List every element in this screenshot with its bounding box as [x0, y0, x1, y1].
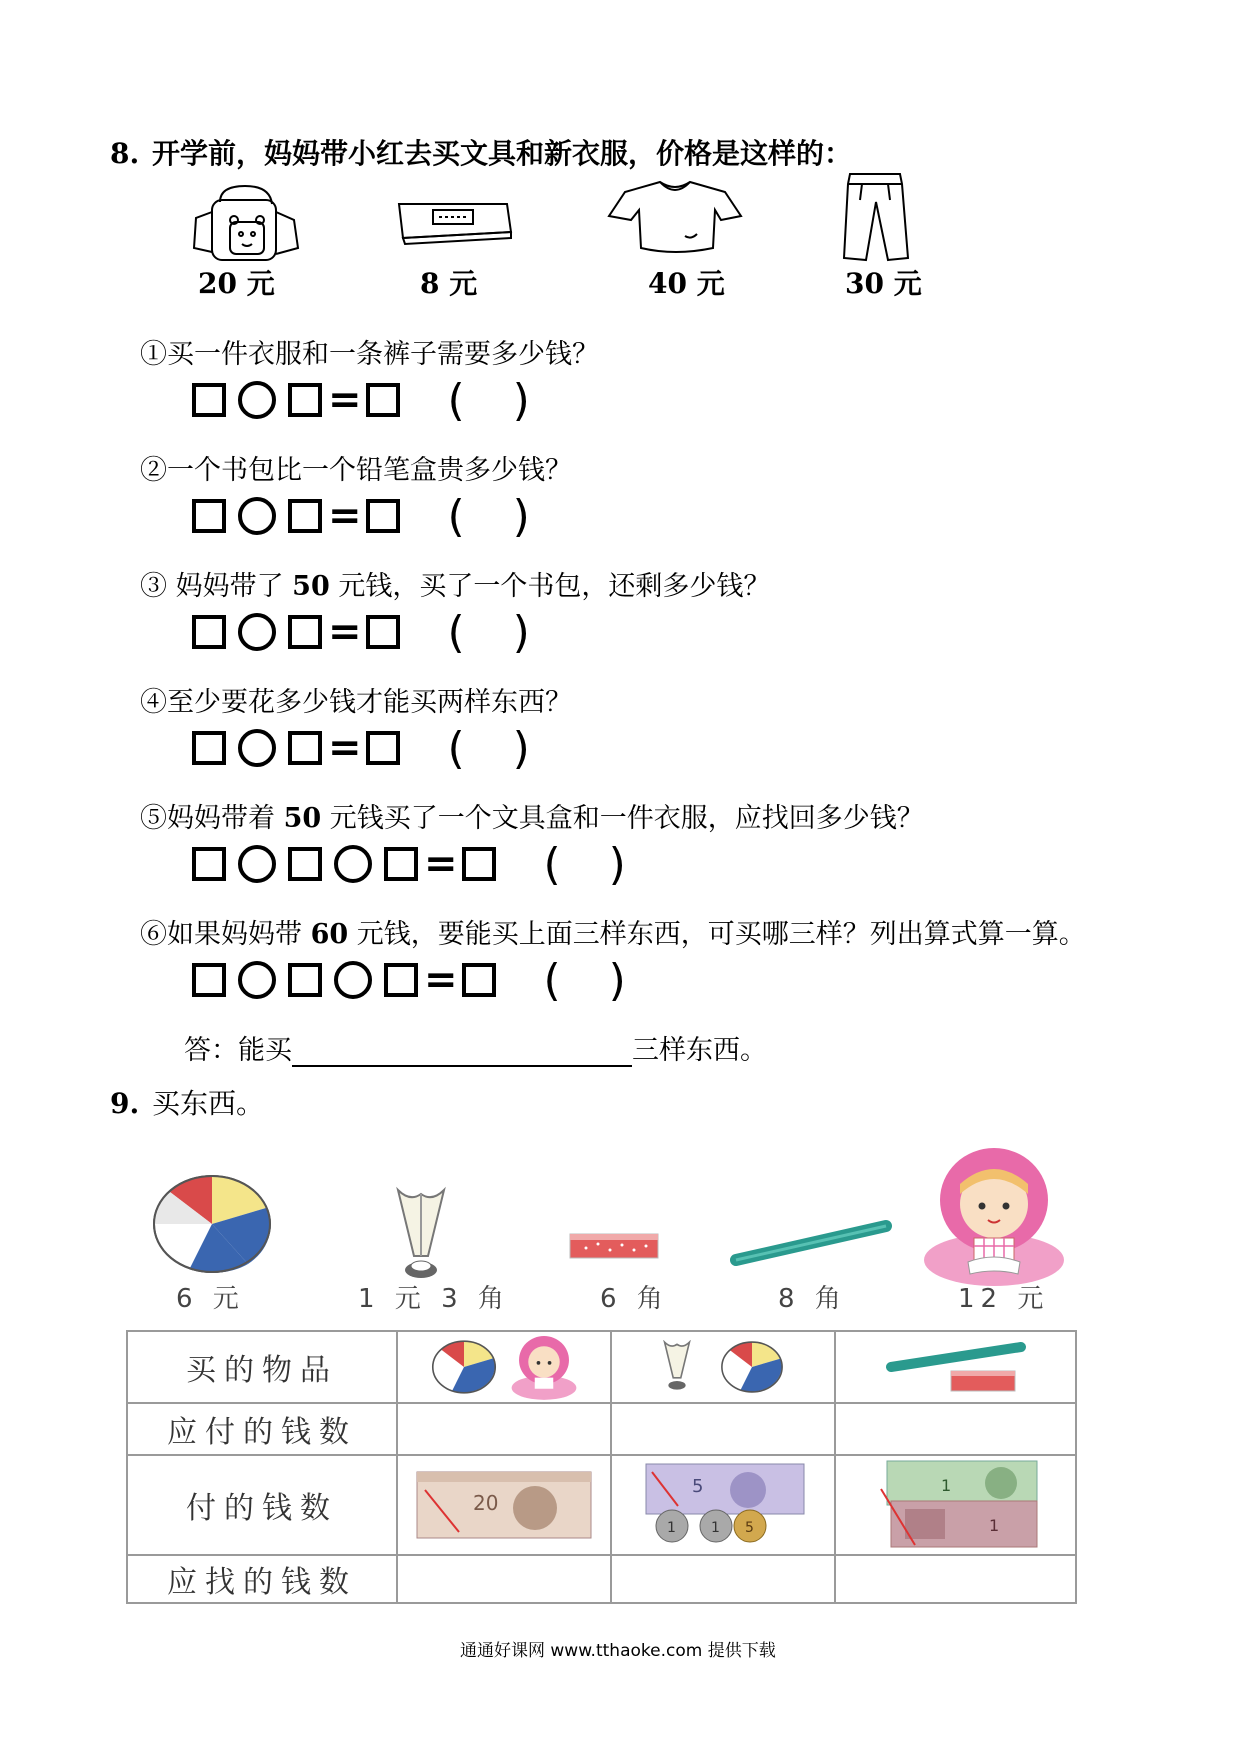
operator-circle[interactable] — [334, 845, 372, 883]
operator-circle[interactable] — [238, 497, 276, 535]
answer-box[interactable] — [288, 383, 322, 417]
equals-sign: = — [328, 377, 362, 423]
table-row — [127, 1403, 1076, 1455]
answer-box[interactable] — [384, 963, 418, 997]
table-row — [127, 1455, 1076, 1555]
price-pencil-case: 8 元 — [420, 267, 478, 300]
price-school-bag: 20 元 — [198, 267, 275, 300]
operator-circle[interactable] — [238, 729, 276, 767]
unit-parens[interactable]: () — [543, 838, 674, 890]
doll-icon — [507, 1333, 581, 1401]
equation-row-5 — [192, 838, 674, 890]
q8-sub-1: ①买一件衣服和一条裤子需要多少钱？ — [140, 339, 599, 370]
change-cell[interactable] — [835, 1555, 1076, 1603]
footer: 通通好课网 www.tthaoke.com 提供下载 — [460, 1641, 776, 1661]
paid-cell — [397, 1455, 611, 1555]
banknote-1-icon — [871, 1459, 1041, 1551]
svg-text:1: 1 — [667, 1520, 676, 1536]
row-header: 应付的钱数 — [127, 1403, 397, 1455]
pencil-case-icon — [395, 196, 515, 246]
price-doll: 12 元 — [958, 1284, 1050, 1314]
equals-sign: = — [424, 957, 458, 1003]
answer-box[interactable] — [288, 731, 322, 765]
shuttlecock-icon — [661, 1340, 693, 1394]
eraser-icon — [566, 1228, 662, 1264]
result-box[interactable] — [462, 847, 496, 881]
answer-blank[interactable] — [292, 1037, 632, 1067]
answer-box[interactable] — [192, 615, 226, 649]
answer-box[interactable] — [192, 731, 226, 765]
answer-prefix: 答：能买 — [184, 1035, 292, 1066]
price-shirt: 40 元 — [648, 267, 725, 300]
price-beach-ball: 6 元 — [176, 1284, 245, 1314]
answer-box[interactable] — [192, 963, 226, 997]
price-shuttlecock: 1 元 3 角 — [358, 1284, 510, 1314]
svg-text:20: 20 — [473, 1491, 499, 1515]
answer-box[interactable] — [384, 847, 418, 881]
q9-number: 9. — [110, 1087, 140, 1120]
unit-parens[interactable]: () — [447, 722, 578, 774]
q8-sub-6: ⑥如果妈妈带 60 元钱，要能买上面三样东西，可买哪三样？列出算式算一算。 — [140, 919, 1086, 950]
change-cell[interactable] — [397, 1555, 611, 1603]
shuttlecock-icon — [392, 1186, 450, 1286]
pencil-icon — [728, 1218, 894, 1268]
equals-sign: = — [424, 841, 458, 887]
answer-box[interactable] — [288, 499, 322, 533]
price-pants: 30 元 — [845, 267, 922, 300]
beach-ball-icon — [427, 1339, 501, 1395]
result-box[interactable] — [366, 615, 400, 649]
equation-row-6 — [192, 954, 674, 1006]
result-box[interactable] — [366, 731, 400, 765]
answer-box[interactable] — [288, 847, 322, 881]
answer-suffix: 三样东西。 — [632, 1035, 767, 1066]
answer-box[interactable] — [192, 499, 226, 533]
answer-box[interactable] — [192, 847, 226, 881]
operator-circle[interactable] — [238, 381, 276, 419]
svg-text:1: 1 — [711, 1520, 720, 1536]
answer-box[interactable] — [288, 615, 322, 649]
q8-sub-2: ②一个书包比一个铅笔盒贵多少钱？ — [140, 455, 572, 486]
pants-icon — [838, 170, 910, 262]
pencil-and-eraser-icon — [881, 1337, 1031, 1397]
table-row — [127, 1555, 1076, 1603]
bought-cell — [397, 1331, 611, 1403]
q8-title: 开学前，妈妈带小红去买文具和新衣服，价格是这样的： — [152, 137, 853, 170]
q9-title: 买东西。 — [152, 1087, 265, 1120]
paid-cell — [611, 1455, 835, 1555]
price-pencil: 8 角 — [778, 1284, 847, 1314]
q9-title-line — [110, 1082, 264, 1122]
result-box[interactable] — [462, 963, 496, 997]
q8-sub-5: ⑤妈妈带着 50 元钱买了一个文具盒和一件衣服，应找回多少钱？ — [140, 803, 924, 834]
answer-box[interactable] — [288, 963, 322, 997]
svg-text:1: 1 — [940, 1476, 951, 1495]
result-box[interactable] — [366, 383, 400, 417]
beach-ball-icon — [719, 1340, 785, 1394]
q8-answer-line — [184, 1028, 767, 1067]
q8-number: 8. — [110, 137, 140, 170]
operator-circle[interactable] — [334, 961, 372, 999]
unit-parens[interactable]: () — [447, 374, 578, 426]
operator-circle[interactable] — [238, 961, 276, 999]
svg-text:1: 1 — [988, 1516, 999, 1535]
equation-row-3 — [192, 606, 578, 658]
equation-row-1 — [192, 374, 578, 426]
equals-sign: = — [328, 493, 362, 539]
school-bag-icon — [190, 182, 305, 262]
q8-sub-4: ④至少要花多少钱才能买两样东西？ — [140, 687, 572, 718]
q8-sub-3: ③ 妈妈带了 50 元钱，买了一个书包，还剩多少钱？ — [140, 571, 771, 602]
operator-circle[interactable] — [238, 613, 276, 651]
shopping-table — [126, 1330, 1077, 1604]
doll-icon — [914, 1142, 1074, 1288]
unit-parens[interactable]: () — [447, 606, 578, 658]
shirt-icon — [605, 176, 745, 256]
banknote-20-icon — [415, 1470, 593, 1540]
table-row — [127, 1331, 1076, 1403]
due-cell[interactable] — [397, 1403, 611, 1455]
q8-title-line — [110, 132, 852, 172]
banknote-5-and-coins-icon — [638, 1462, 808, 1548]
beach-ball-icon — [150, 1172, 274, 1276]
svg-text:5: 5 — [692, 1476, 704, 1497]
unit-parens[interactable]: () — [447, 490, 578, 542]
row-header: 买的物品 — [127, 1331, 397, 1403]
svg-text:5: 5 — [745, 1520, 754, 1536]
answer-box[interactable] — [192, 383, 226, 417]
price-eraser: 6 角 — [600, 1284, 669, 1314]
operator-circle[interactable] — [238, 845, 276, 883]
due-cell[interactable] — [611, 1403, 835, 1455]
bought-cell — [611, 1331, 835, 1403]
row-header: 应找的钱数 — [127, 1555, 397, 1603]
equals-sign: = — [328, 609, 362, 655]
paid-cell — [835, 1455, 1076, 1555]
row-header: 付的钱数 — [127, 1455, 397, 1555]
unit-parens[interactable]: () — [543, 954, 674, 1006]
equals-sign: = — [328, 725, 362, 771]
change-cell[interactable] — [611, 1555, 835, 1603]
due-cell[interactable] — [835, 1403, 1076, 1455]
bought-cell — [835, 1331, 1076, 1403]
equation-row-2 — [192, 490, 578, 542]
result-box[interactable] — [366, 499, 400, 533]
equation-row-4 — [192, 722, 578, 774]
